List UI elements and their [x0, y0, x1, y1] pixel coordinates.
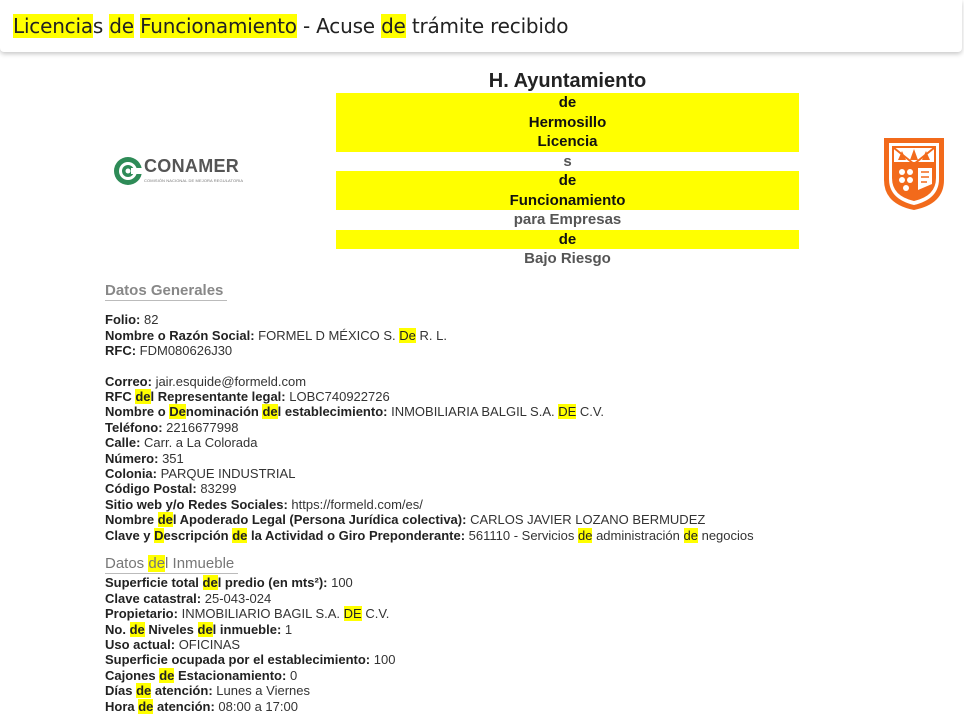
- field-label: l Apoderado Legal (Persona Jurídica colectiva):: [172, 512, 467, 528]
- window-header: [0, 0, 962, 52]
- header-row: Bajo Riesgo: [524, 250, 611, 267]
- highlighted-text: de: [197, 621, 213, 637]
- data-line: [105, 699, 925, 714]
- highlighted-text: DE: [558, 404, 577, 420]
- field-value: 351: [158, 450, 184, 466]
- data-line: [105, 497, 925, 512]
- data-line: [105, 528, 925, 543]
- datos-generales-section: [105, 283, 925, 543]
- field-label: No.: [105, 621, 130, 637]
- highlighted-text: de: [159, 667, 175, 683]
- field-label: Cajones: [105, 667, 160, 683]
- field-label: l establecimiento:: [277, 404, 388, 420]
- data-line: [105, 668, 925, 683]
- field-label: Nombre o: [105, 404, 170, 420]
- field-value: 83299: [196, 481, 237, 497]
- field-label: Colonia:: [105, 466, 157, 482]
- data-line: [105, 374, 925, 389]
- field-value: 0: [286, 667, 298, 683]
- field-label: Propietario:: [105, 606, 178, 622]
- conamer-logo: [113, 154, 243, 188]
- highlighted-text: de: [109, 14, 134, 38]
- highlighted-text: de: [135, 389, 151, 405]
- hermosillo-crest-icon: [880, 134, 948, 212]
- field-label: Calle:: [105, 435, 141, 451]
- data-line: [105, 591, 925, 606]
- data-line: [105, 466, 925, 481]
- header-row: de: [336, 171, 799, 191]
- data-line: [105, 312, 925, 327]
- conamer-logo-icon: [113, 155, 143, 187]
- field-value: - Acuse: [296, 14, 382, 38]
- field-value: https://formeld.com/es/: [287, 496, 423, 512]
- field-label: la Actividad o Giro Preponderante:: [247, 527, 466, 543]
- highlighted-text: de: [232, 527, 248, 543]
- field-value: 08:00 a 17:00: [214, 698, 298, 714]
- field-value: 561110 - Servicios: [465, 527, 578, 543]
- field-value: Carr. a La Colorada: [140, 435, 258, 451]
- field-label: atención:: [151, 683, 213, 699]
- field-value: C.V.: [361, 606, 390, 622]
- highlighted-text: de: [138, 698, 154, 714]
- highlighted-text: de: [578, 527, 593, 543]
- header-title: H. Ayuntamiento: [488, 70, 647, 92]
- data-line: [105, 435, 925, 450]
- data-line: [105, 683, 925, 698]
- header-row: Licencia: [336, 132, 799, 152]
- field-value: 82: [140, 312, 159, 328]
- conamer-logo-subtitle: COMISIÓN NACIONAL DE MEJORA REGULATORIA: [144, 178, 244, 183]
- field-value: PARQUE INDUSTRIAL: [157, 466, 296, 482]
- page-title: [13, 14, 568, 38]
- data-line: [105, 404, 925, 419]
- field-label: atención:: [153, 698, 215, 714]
- field-label: Clave y: [105, 527, 155, 543]
- field-label: Correo:: [105, 373, 152, 389]
- highlighted-text: De: [169, 404, 186, 420]
- data-line: [105, 389, 925, 404]
- field-value: s: [92, 14, 110, 38]
- field-value: 100: [327, 575, 353, 591]
- field-value: l Inmueble: [165, 555, 235, 572]
- field-label: l inmueble:: [212, 621, 282, 637]
- header-row: s: [563, 152, 572, 170]
- highlighted-text: DE: [343, 606, 362, 622]
- field-value: OFICINAS: [175, 637, 241, 653]
- field-value: CARLOS JAVIER LOZANO BERMUDEZ: [466, 512, 706, 528]
- datos-generales-title: Datos Generales: [105, 283, 227, 301]
- field-label: Número:: [105, 450, 159, 466]
- data-line: [105, 451, 925, 466]
- field-value: C.V.: [576, 404, 604, 420]
- field-value: 2216677998: [162, 419, 239, 435]
- data-line: [105, 622, 925, 637]
- datos-inmueble-title: [105, 556, 238, 574]
- field-value: trámite recibido: [405, 14, 569, 38]
- field-value: INMOBILIARIA BALGIL S.A.: [387, 404, 559, 420]
- highlighted-text: de: [262, 404, 278, 420]
- data-line: [105, 575, 925, 590]
- highlighted-text: de: [129, 621, 145, 637]
- data-line: [105, 637, 925, 652]
- field-value: jair.esquide@formeld.com: [151, 373, 307, 389]
- highlighted-text: de: [381, 14, 406, 38]
- highlighted-text: de: [683, 527, 698, 543]
- field-label: Niveles: [144, 621, 198, 637]
- field-label: Hora: [105, 698, 139, 714]
- field-label: l Representante legal:: [150, 389, 286, 405]
- field-label: Clave catastral:: [105, 590, 202, 606]
- field-label: Superficie ocupada por el establecimiento:: [105, 652, 371, 668]
- conamer-logo-text: CONAMER: [144, 156, 240, 176]
- field-value: INMOBILIARIO BAGIL S.A.: [177, 606, 344, 622]
- highlighted-text: de: [148, 555, 166, 572]
- field-value: R. L.: [415, 327, 447, 343]
- data-line: [105, 606, 925, 621]
- document-header: [336, 69, 799, 269]
- field-value: FDM080626J30: [136, 343, 233, 359]
- highlighted-text: Licencia: [13, 14, 93, 38]
- field-label: RFC:: [105, 343, 137, 359]
- field-value: 1: [281, 621, 293, 637]
- field-label: RFC: [105, 389, 136, 405]
- header-row: para Empresas: [513, 211, 622, 228]
- field-label: Nombre o Razón Social:: [105, 327, 255, 343]
- highlighted-text: D: [154, 527, 164, 543]
- data-line: [105, 481, 925, 496]
- field-value: Datos: [105, 555, 149, 572]
- header-row: de: [336, 93, 799, 113]
- field-label: Días: [105, 683, 137, 699]
- header-row: Hermosillo: [336, 113, 799, 133]
- field-value: 100: [370, 652, 396, 668]
- field-value: 25-043-024: [201, 590, 272, 606]
- data-line: [105, 328, 925, 343]
- field-label: Sitio web y/o Redes Sociales:: [105, 496, 288, 512]
- field-label: Código Postal:: [105, 481, 197, 497]
- datos-inmueble-section: [105, 556, 925, 714]
- field-label: Superficie total: [105, 575, 203, 591]
- highlighted-text: De: [399, 327, 416, 343]
- data-line: [105, 512, 925, 527]
- field-value: negocios: [697, 527, 754, 543]
- field-label: Folio:: [105, 312, 141, 328]
- field-label: Estacionamiento:: [174, 667, 287, 683]
- data-line: [105, 343, 925, 358]
- highlighted-text: de: [157, 512, 173, 528]
- field-label: nominación: [185, 404, 263, 420]
- highlighted-text: de: [136, 683, 152, 699]
- highlighted-text: Funcionamiento: [140, 14, 297, 38]
- field-label: Nombre: [105, 512, 158, 528]
- field-value: administración: [592, 527, 684, 543]
- field-label: Uso actual:: [105, 637, 176, 653]
- data-line: [105, 420, 925, 435]
- header-row: de: [336, 230, 799, 250]
- highlighted-text: de: [202, 575, 218, 591]
- field-label: Teléfono:: [105, 419, 163, 435]
- field-label: l predio (en mts²):: [217, 575, 328, 591]
- field-label: escripción: [163, 527, 233, 543]
- data-line: [105, 652, 925, 667]
- field-value: FORMEL D MÉXICO S.: [254, 327, 400, 343]
- field-value: Lunes a Viernes: [212, 683, 310, 699]
- header-row: Funcionamiento: [336, 191, 799, 211]
- field-value: LOBC740922726: [285, 389, 390, 405]
